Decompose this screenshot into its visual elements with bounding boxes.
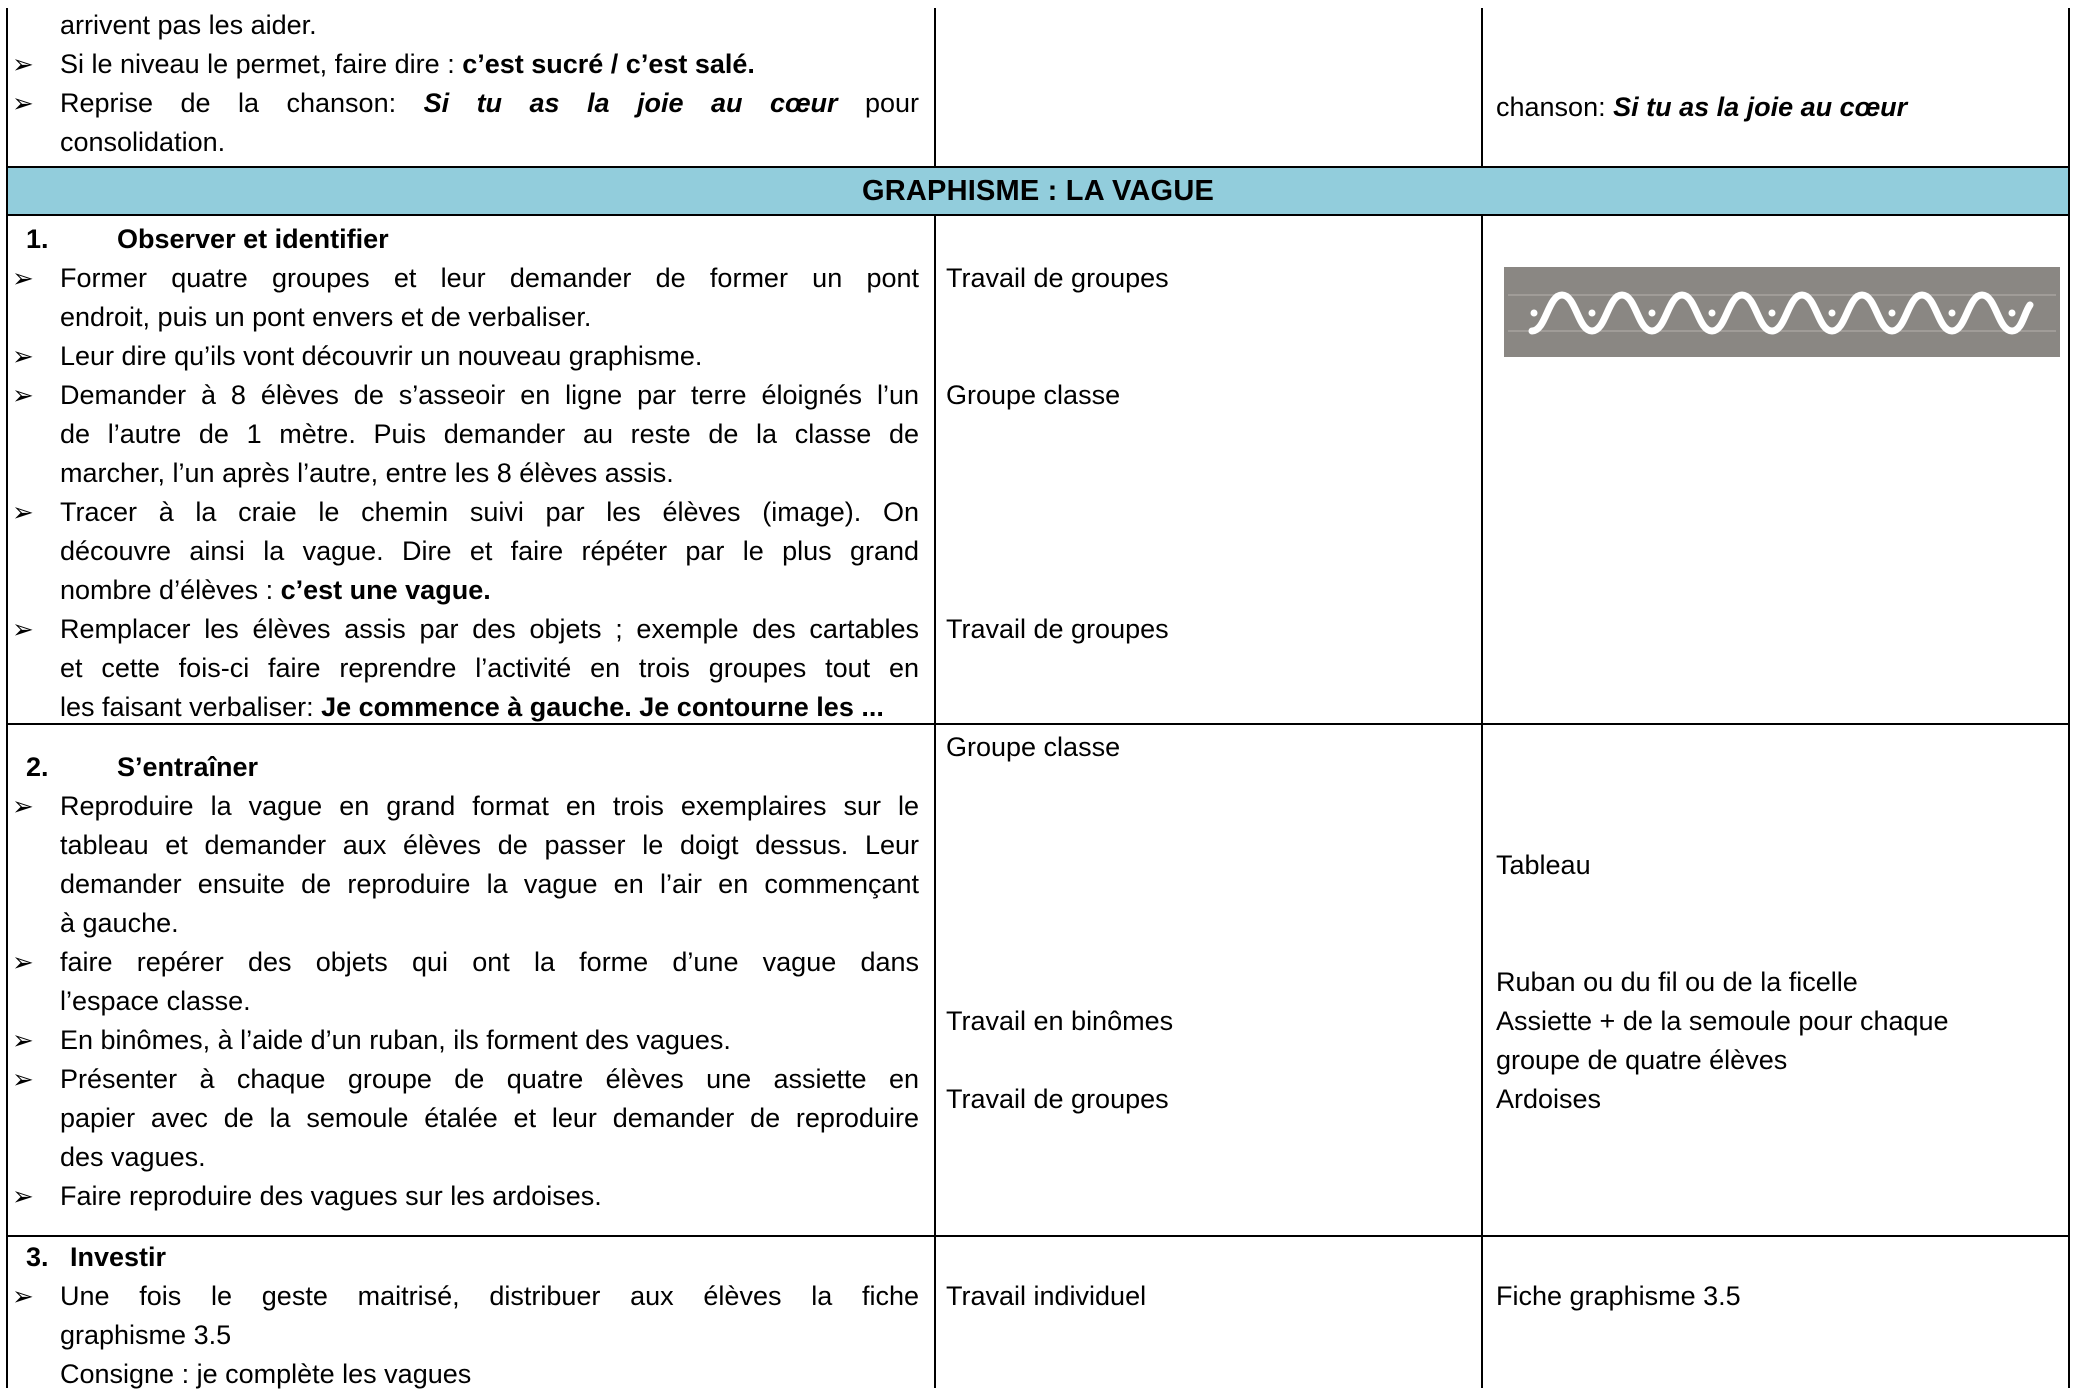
list-item: faire repérer des objets qui ont la forme d’une vague dans	[60, 947, 919, 977]
row-border-4	[6, 1235, 2070, 1237]
arrow-bullet-icon: ➢	[12, 263, 34, 293]
material-label: groupe de quatre élèves	[1496, 1045, 1788, 1075]
list-item: Leur dire qu’ils vont découvrir un nouveau graphisme.	[60, 341, 703, 371]
item-text: Reprise de la chanson:	[60, 88, 424, 118]
step-number: 2.	[26, 752, 49, 782]
organisation-label: Groupe classe	[946, 732, 1121, 762]
arrow-bullet-icon: ➢	[12, 1064, 34, 1094]
list-item-continuation: tableau et demander aux élèves de passer le doigt dessus. Leur	[60, 830, 919, 860]
item-text: nombre d’élèves :	[60, 575, 281, 605]
section-title: GRAPHISME : LA VAGUE	[861, 174, 1214, 207]
step-number: 3.	[26, 1242, 49, 1272]
list-item-continuation: papier avec de la semoule étalée et leur demander de reproduire	[60, 1103, 919, 1133]
material-prefix: chanson:	[1496, 92, 1614, 122]
organisation-label: Travail de groupes	[946, 614, 1169, 644]
list-item-continuation: graphisme 3.5	[60, 1320, 232, 1350]
organisation-label: Travail en binômes	[946, 1006, 1174, 1036]
item-bold-text: Je commence à gauche. Je contourne les ...	[321, 692, 884, 722]
organisation-label: Travail de groupes	[946, 263, 1169, 293]
list-item	[60, 45, 755, 84]
list-item-continuation: découvre ainsi la vague. Dire et faire répéter par le plus grand	[60, 536, 919, 566]
material-song-title: Si tu as la joie au cœur	[1613, 92, 1908, 122]
list-item: Former quatre groupes et leur demander de former un pont	[60, 263, 919, 293]
arrow-bullet-icon: ➢	[12, 380, 34, 410]
section-header	[8, 168, 2068, 214]
step-title: Investir	[70, 1242, 167, 1272]
arrow-bullet-icon: ➢	[12, 88, 34, 118]
item-bold-text: c’est une vague.	[280, 575, 491, 605]
material-song	[1496, 88, 1907, 127]
organisation-label: Travail de groupes	[946, 1084, 1169, 1114]
arrow-bullet-icon: ➢	[12, 497, 34, 527]
organisation-label: Groupe classe	[946, 380, 1121, 410]
list-item-continuation: marcher, l’un après l’autre, entre les 8 élèves assis.	[60, 458, 674, 488]
list-item: Tracer à la craie le chemin suivi par les élèves (image). On	[60, 497, 919, 527]
list-item-continuation	[60, 688, 884, 727]
list-item	[60, 84, 919, 123]
step-title: S’entraîner	[117, 752, 259, 782]
arrow-bullet-icon: ➢	[12, 49, 34, 79]
material-label: Fiche graphisme 3.5	[1496, 1281, 1741, 1311]
arrow-bullet-icon: ➢	[12, 947, 34, 977]
arrow-bullet-icon: ➢	[12, 1181, 34, 1211]
list-item-continuation: consolidation.	[60, 127, 226, 157]
arrow-bullet-icon: ➢	[12, 791, 34, 821]
arrow-bullet-icon: ➢	[12, 614, 34, 644]
arrow-bullet-icon: ➢	[12, 1025, 34, 1055]
list-item-continuation	[60, 571, 491, 610]
list-item-continuation: l’espace classe.	[60, 986, 251, 1016]
item-text: les faisant verbaliser:	[60, 692, 322, 722]
list-item: Une fois le geste maitrisé, distribuer aux élèves la fiche	[60, 1281, 919, 1311]
list-item: Remplacer les élèves assis par des objets ; exemple des cartables	[60, 614, 919, 644]
step-title: Observer et identifier	[117, 224, 389, 254]
list-item: Présenter à chaque groupe de quatre élèves une assiette en	[60, 1064, 919, 1094]
material-label: Assiette + de la semoule pour chaque	[1496, 1006, 1949, 1036]
song-title: Si tu as la joie au cœur	[423, 88, 838, 118]
list-item-continuation: endroit, puis un pont envers et de verbaliser.	[60, 302, 592, 332]
list-item: Faire reproduire des vagues sur les ardoises.	[60, 1181, 602, 1211]
list-item: Demander à 8 élèves de s’asseoir en ligne par terre éloignés l’un	[60, 380, 919, 410]
list-item: Reproduire la vague en grand format en trois exemplaires sur le	[60, 791, 919, 821]
arrow-bullet-icon: ➢	[12, 1281, 34, 1311]
list-item-continuation: demander ensuite de reproduire la vague en l’air en commençant	[60, 869, 919, 899]
list-item-continuation: des vagues.	[60, 1142, 206, 1172]
step-number: 1.	[26, 224, 49, 254]
list-item: En binômes, à l’aide d’un ruban, ils forment des vagues.	[60, 1025, 731, 1055]
arrow-bullet-icon: ➢	[12, 341, 34, 371]
list-item-continuation: à gauche.	[60, 908, 179, 938]
list-item-continuation: et cette fois-ci faire reprendre l’activité en trois groupes tout en	[60, 653, 919, 683]
item-text: pour	[837, 88, 920, 118]
list-item-continuation: Consigne : je complète les vagues	[60, 1359, 472, 1389]
list-item-continuation: de l’autre de 1 mètre. Puis demander au reste de la classe de	[60, 419, 919, 449]
row-border-2	[6, 214, 2070, 216]
continued-line: arrivent pas les aider.	[60, 10, 317, 40]
item-bold-text: c’est sucré / c’est salé.	[462, 49, 755, 79]
item-text: Si le niveau le permet, faire dire :	[60, 49, 463, 79]
material-label: Ardoises	[1496, 1084, 1602, 1114]
material-label: Ruban ou du fil ou de la ficelle	[1496, 967, 1858, 997]
organisation-label: Travail individuel	[946, 1281, 1147, 1311]
wave-pattern-icon	[1504, 267, 2060, 357]
wave-drawing	[1504, 267, 2060, 357]
material-label: Tableau	[1496, 850, 1591, 880]
